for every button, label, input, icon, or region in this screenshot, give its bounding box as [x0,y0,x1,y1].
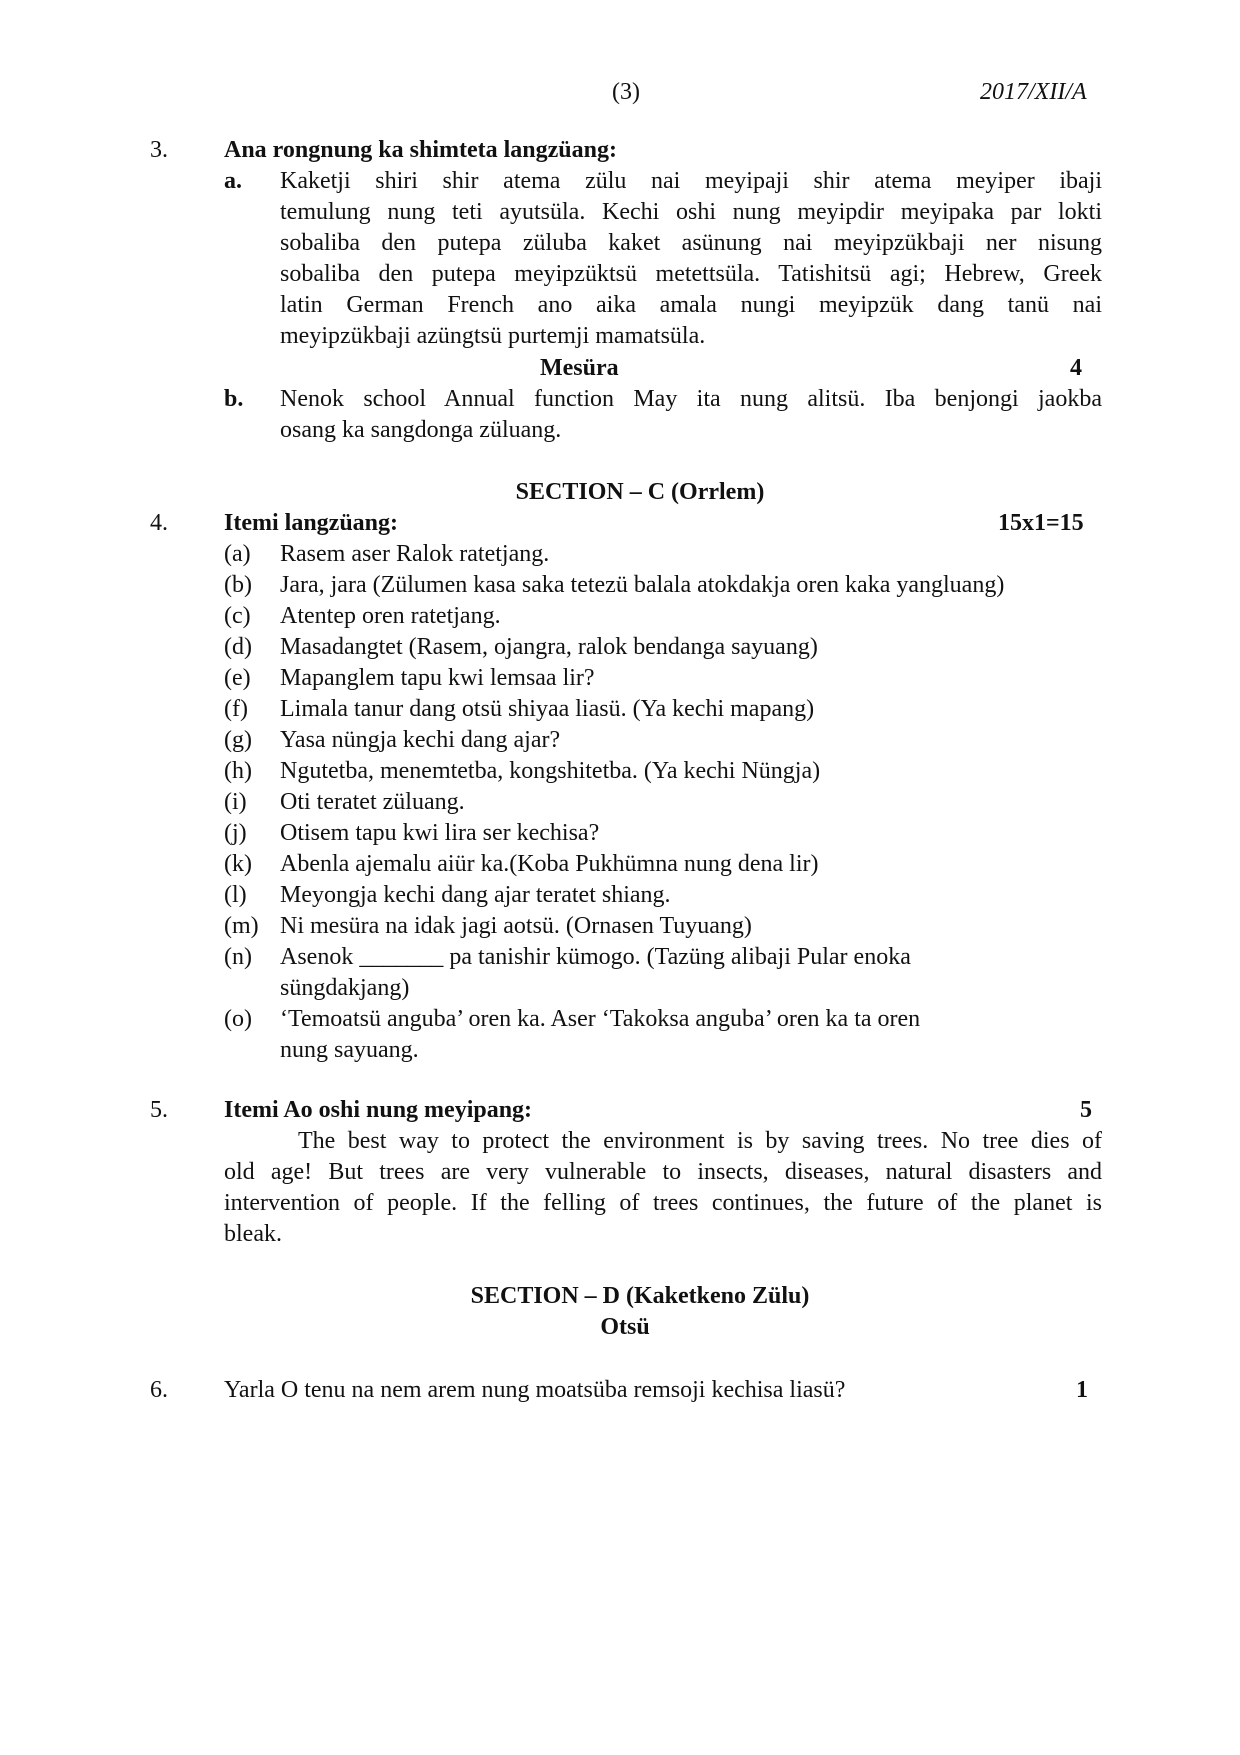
q4-item-text [280,1004,1110,1066]
q5-line: bleak. [224,1221,282,1247]
q6-text: Yarla O tenu na nem arem nung moatsüba remsoji kechisa liasü? [224,1377,846,1403]
q4-marks: 15x1=15 [998,510,1084,536]
q4-item-label: (h) [224,758,252,784]
q4-item-label: (c) [224,603,251,629]
q5-marks: 5 [1080,1097,1092,1123]
q4-item-label: (k) [224,851,252,877]
q5-passage [224,1126,1102,1250]
q3-title: Ana rongnung ka shimteta langzüang: [224,137,617,163]
q4-item-text: Masadangtet (Rasem, ojangra, ralok bendanga sayuang) [280,634,818,660]
q4-item-text: Yasa nüngja kechi dang ajar? [280,727,561,753]
q4-item-label: (j) [224,820,247,846]
q4-item-label: (b) [224,572,252,598]
q4-item-text: Ni mesüra na idak jagi aotsü. (Ornasen Tuyuang) [280,913,752,939]
q5-number: 5. [150,1097,168,1123]
q4-item-label: (o) [224,1006,252,1032]
q4-number: 4. [150,510,168,536]
q4-item-label: (i) [224,789,247,815]
q4-item-text: Mapanglem tapu kwi lemsaa lir? [280,665,595,691]
q3a-line: sobaliba den putepa meyipzüktsü metettsüla. Tatishitsü agi; Hebrew, Greek [280,261,1102,287]
q4-item-line: süngdakjang) [280,975,410,1001]
q4-item-label: (f) [224,696,248,722]
q3b-line: Nenok school Annual function May ita nung alitsü. Iba benjongi jaokba [280,386,1102,412]
q4-item-label: (l) [224,882,247,908]
q3a-line: sobaliba den putepa züluba kaket asünung nai meyipzükbaji ner nisung [280,230,1102,256]
q5-title: Itemi Ao oshi nung meyipang: [224,1097,533,1123]
paper-code: 2017/XII/A [980,79,1087,105]
q4-item-label: (m) [224,913,259,939]
q4-item-line: ‘Temoatsü anguba’ oren ka. Aser ‘Takoksa anguba’ oren ka ta oren [280,1006,921,1032]
q4-item-line: Asenok _______ pa tanishir kümogo. (Tazüng alibaji Pular enoka [280,944,911,970]
q3b-label: b. [224,386,244,412]
q4-item-text: Abenla ajemalu aiür ka.(Koba Pukhümna nung dena lir) [280,851,819,877]
section-c-heading: SECTION – C (Orrlem) [515,479,765,505]
q4-item-label: (g) [224,727,252,753]
q4-item-line: nung sayuang. [280,1037,419,1063]
q4-item-text: Atentep oren ratetjang. [280,603,501,629]
q5-line: intervention of people. If the felling of trees continues, the future of the planet is [224,1190,1102,1216]
q4-item-label: (e) [224,665,251,691]
q3-number: 3. [150,137,168,163]
q3a-label: a. [224,168,242,194]
q6-marks: 1 [1076,1377,1088,1403]
q5-line: old age! But trees are very vulnerable to insects, diseases, natural disasters and [224,1159,1102,1185]
q3a-marks: 4 [1070,355,1082,381]
q4-item-text [280,942,1110,1004]
section-d-subheading: Otsü [600,1314,650,1340]
q4-item-label: (d) [224,634,252,660]
q4-item-text: Otisem tapu kwi lira ser kechisa? [280,820,600,846]
q4-item-text: Oti teratet züluang. [280,789,465,815]
q4-item-label: (a) [224,541,251,567]
q3a-subheading: Mesüra [540,355,619,381]
section-d-heading: SECTION – D (Kaketkeno Zülu) [470,1283,810,1309]
q3a-line: temulung nung teti ayutsüla. Kechi oshi nung meyipdir meyipaka par lokti [280,199,1102,225]
q3a-line: latin German French ano aika amala nungi meyipzük dang tanü nai [280,292,1102,318]
q4-item-text: Meyongja kechi dang ajar teratet shiang. [280,882,671,908]
q3a-text [280,166,1102,352]
q4-item-text: Rasem aser Ralok ratetjang. [280,541,550,567]
q4-item-text: Ngutetba, menemtetba, kongshitetba. (Ya kechi Nüngja) [280,758,821,784]
q4-item-label: (n) [224,944,252,970]
q4-title: Itemi langzüang: [224,510,398,536]
q4-item-text: Limala tanur dang otsü shiyaa liasü. (Ya kechi mapang) [280,696,815,722]
q3a-line: Kaketji shiri shir atema zülu nai meyipaji shir atema meyiper ibaji [280,168,1102,194]
q4-item-text: Jara, jara (Zülumen kasa saka tetezü balala atokdakja oren kaka yangluang) [280,572,1005,598]
q6-number: 6. [150,1377,168,1403]
q3a-line: meyipzükbaji azüngtsü purtemji mamatsüla. [280,323,706,349]
q3b-line: osang ka sangdonga züluang. [280,417,562,443]
page-number: (3) [612,79,640,105]
q3b-text [280,384,1102,446]
q5-line: The best way to protect the environment is by saving trees. No tree dies of [298,1128,1102,1154]
